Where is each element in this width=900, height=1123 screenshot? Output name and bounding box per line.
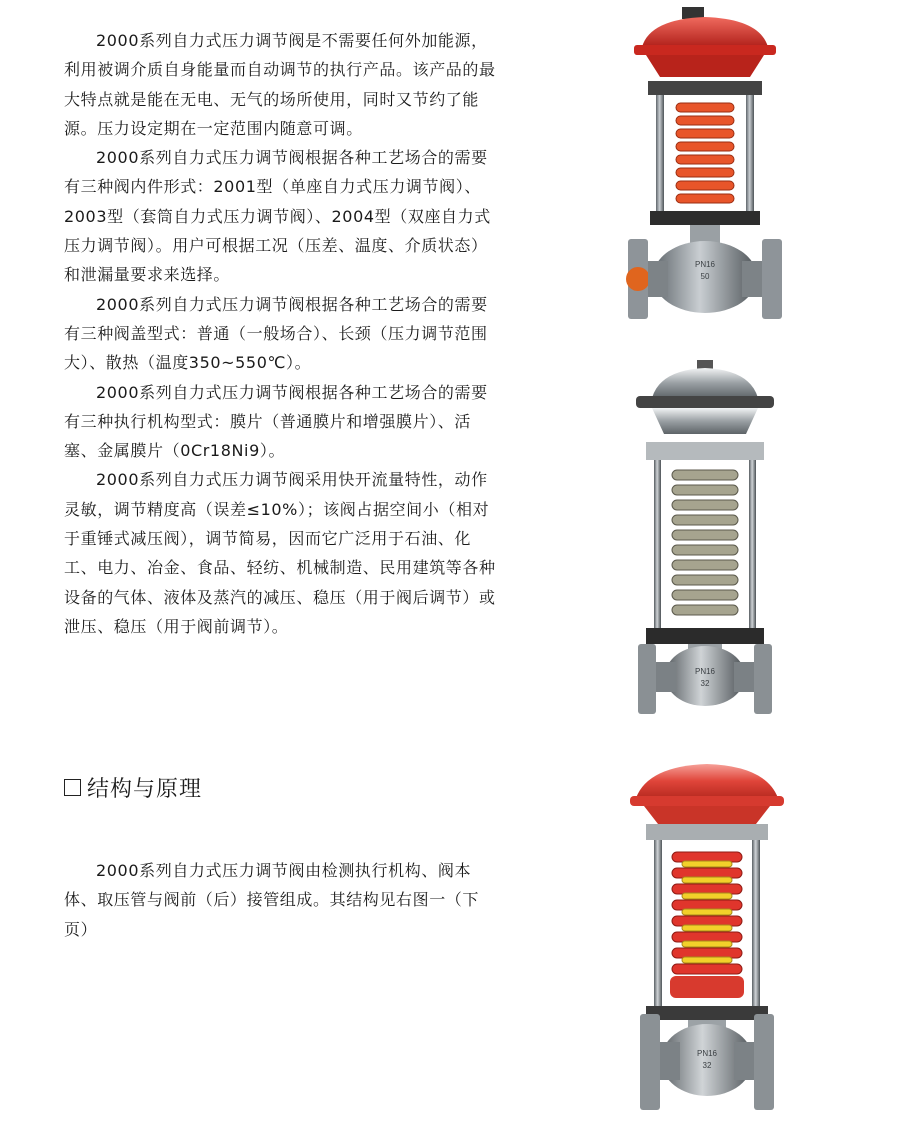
upper-plate bbox=[648, 81, 762, 95]
diaphragm-cap bbox=[652, 368, 758, 398]
checkbox-square-icon bbox=[64, 779, 81, 796]
right-flange bbox=[754, 644, 772, 714]
intro-paragraph-2: 2000系列自力式压力调节阀根据各种工艺场合的需要有三种阀内件形式：2001型（单座自力式压力调节阀）、2003型（套筒自力式压力调节阀）、2004型（双座自力式压力调节阀）。用户可根据工况（压差、温度、介质状态）和泄漏量要求来选择。 bbox=[64, 148, 491, 285]
left-flange bbox=[640, 1014, 660, 1110]
section-heading bbox=[64, 772, 202, 803]
flange-bore-left bbox=[626, 267, 650, 291]
diaphragm-cap bbox=[636, 764, 778, 798]
diaphragm-cap bbox=[642, 17, 768, 47]
body-size-mark: 32 bbox=[702, 1061, 712, 1070]
valve-body bbox=[665, 646, 745, 706]
red-yellow-valve-photo bbox=[622, 760, 792, 1115]
cap-bottom bbox=[652, 408, 758, 434]
steel-spring bbox=[672, 470, 738, 615]
left-post bbox=[656, 95, 664, 213]
cap-flange bbox=[630, 796, 784, 806]
body-mark: PN16 bbox=[694, 667, 716, 676]
lower-plate bbox=[646, 1006, 768, 1020]
cap-flange bbox=[636, 396, 774, 408]
intro-paragraph-4: 2000系列自力式压力调节阀根据各种工艺场合的需要有三种执行机构型式：膜片（普通膜片和增强膜片）、活塞、金属膜片（0Cr18Ni9）。 bbox=[64, 382, 488, 461]
right-post bbox=[746, 95, 754, 213]
spring-seat bbox=[670, 976, 744, 998]
right-post bbox=[752, 840, 760, 1010]
right-flange bbox=[762, 239, 782, 319]
intro-text bbox=[64, 26, 504, 641]
right-post bbox=[749, 460, 756, 632]
upper-plate bbox=[646, 824, 768, 840]
body-mark: PN16 bbox=[696, 1049, 718, 1058]
structure-paragraph: 2000系列自力式压力调节阀由检测执行机构、阀本体、取压管与阀前（后）接管组成。其结构见右图一（下页） bbox=[64, 861, 480, 939]
red-valve-photo bbox=[620, 5, 790, 325]
orange-spring bbox=[676, 103, 734, 203]
intro-paragraph-1: 2000系列自力式压力调节阀是不需要任何外加能源，利用被调介质自身能量而自动调节的执行产品。该产品的最大特点就是能在无电、无气的场所使用，同时又节约了能源。压力设定期在一定范围内随意可调。 bbox=[64, 31, 496, 138]
intro-paragraph-5: 2000系列自力式压力调节阀采用快开流量特性，动作灵敏，调节精度高（误差≤10%）；该阀占据空间小（相对于重锤式减压阀），调节简易，因而它广泛用于石油、化工、电力、冶金、食品、轻纺、机械制造、民用建筑等各种设备的气体、液体及蒸汽的减压、稳压（用于阀后调节）或泄压、稳压（用于阀前调节）。 bbox=[64, 470, 496, 636]
left-post bbox=[654, 840, 662, 1010]
body-mark: PN16 bbox=[694, 260, 716, 269]
cap-flange bbox=[634, 45, 776, 55]
cap-bottom bbox=[646, 55, 764, 77]
left-flange bbox=[638, 644, 656, 714]
lower-plate bbox=[650, 211, 760, 225]
intro-paragraph-3: 2000系列自力式压力调节阀根据各种工艺场合的需要有三种阀盖型式：普通（一般场合）、长颈（压力调节范围大）、散热（温度350~550℃）。 bbox=[64, 294, 488, 373]
lower-plate bbox=[646, 628, 764, 644]
steel-valve-photo bbox=[630, 358, 780, 718]
left-post bbox=[654, 460, 661, 632]
upper-plate bbox=[646, 442, 764, 460]
structure-text bbox=[64, 856, 494, 944]
top-fitting bbox=[682, 7, 704, 19]
body-size-mark: 50 bbox=[700, 272, 710, 281]
right-flange bbox=[754, 1014, 774, 1110]
section-heading-text: 结构与原理 bbox=[87, 777, 203, 802]
cap-bottom bbox=[644, 806, 770, 824]
body-size-mark: 32 bbox=[700, 679, 710, 688]
